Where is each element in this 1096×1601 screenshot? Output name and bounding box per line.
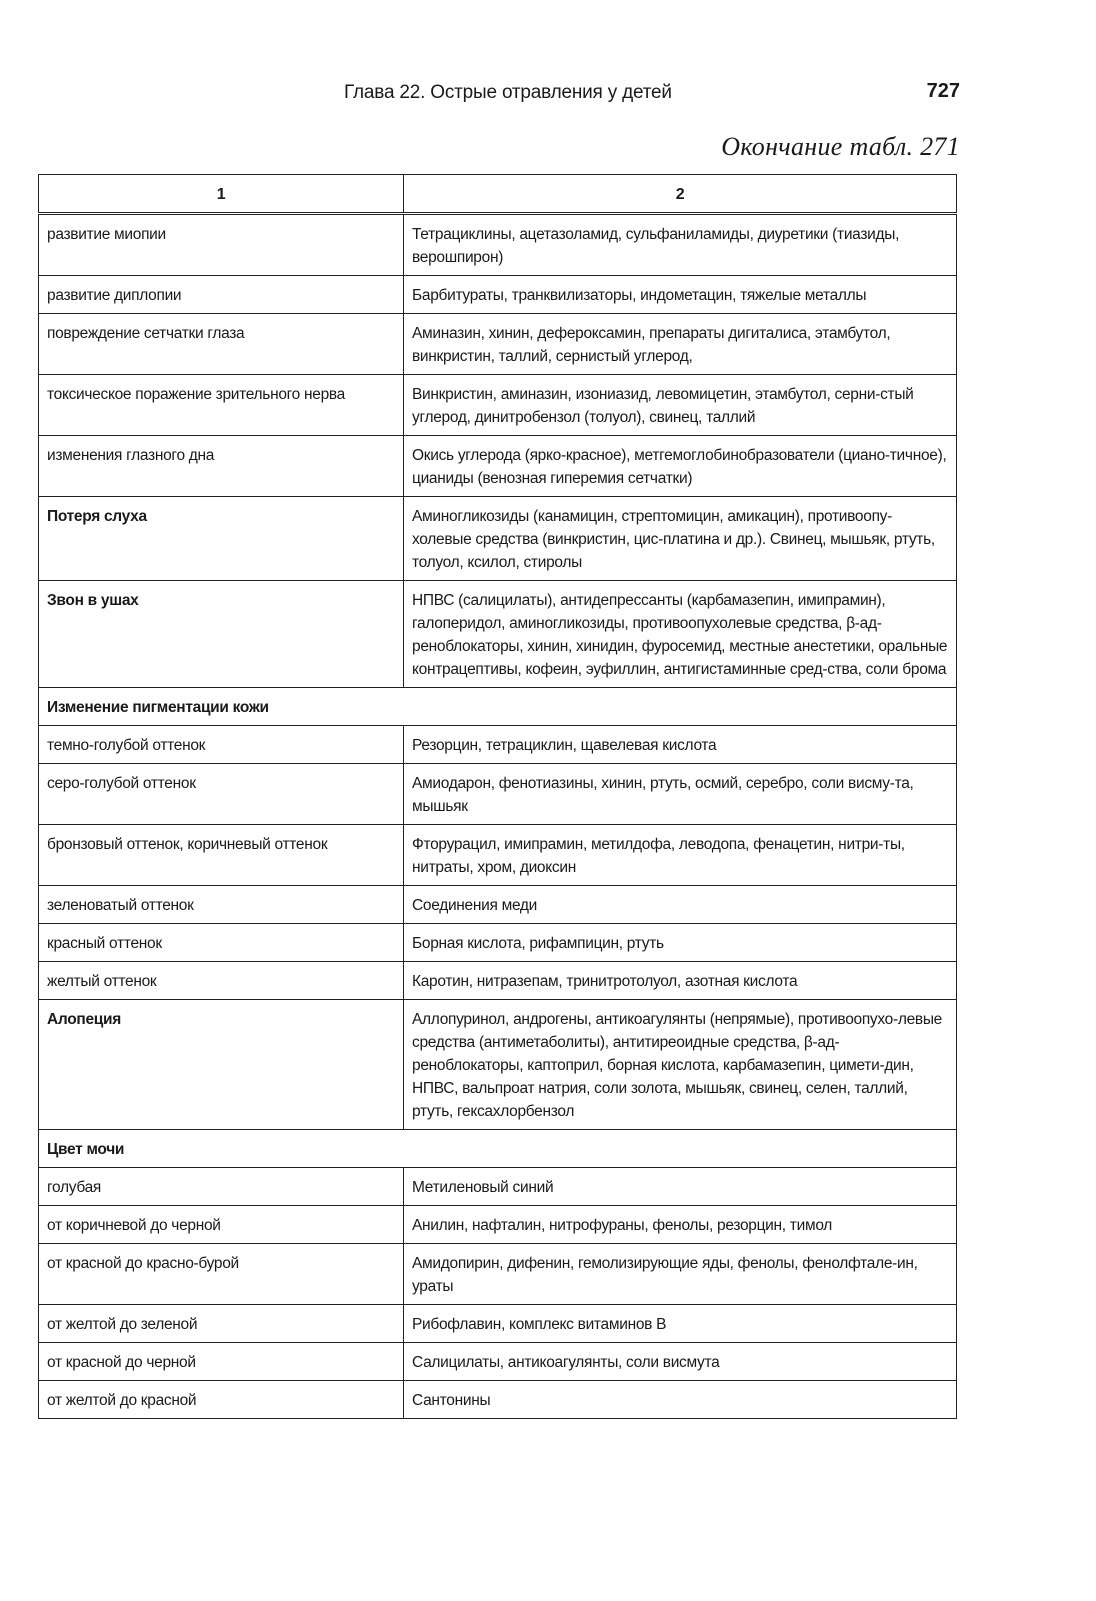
symptom-cell: от желтой до красной bbox=[39, 1381, 404, 1419]
table-row bbox=[39, 688, 957, 726]
symptom-cell: голубая bbox=[39, 1168, 404, 1206]
substances-cell: Метиленовый синий bbox=[404, 1168, 957, 1206]
symptom-cell: Потеря слуха bbox=[39, 497, 404, 581]
substances-cell: Сантонины bbox=[404, 1381, 957, 1419]
substances-cell: Окись углерода (ярко-красное), метгемоглобинобразователи (циано-тичное), цианиды (венозная гиперемия сетчатки) bbox=[404, 436, 957, 497]
table-row bbox=[39, 276, 957, 314]
table-row bbox=[39, 214, 957, 276]
symptom-cell: Алопеция bbox=[39, 1000, 404, 1130]
poisoning-signs-table bbox=[38, 174, 957, 1419]
table-row bbox=[39, 1206, 957, 1244]
table-row bbox=[39, 764, 957, 825]
table-row bbox=[39, 314, 957, 375]
symptom-cell: токсическое поражение зрительного нерва bbox=[39, 375, 404, 436]
symptom-cell: развитие миопии bbox=[39, 214, 404, 276]
substances-cell: Аминогликозиды (канамицин, стрептомицин, амикацин), противоопу-холевые средства (винкристин, цис-платина и др.). Свинец, мышьяк, ртуть, толуол, ксилол, стиролы bbox=[404, 497, 957, 581]
table-row bbox=[39, 1343, 957, 1381]
symptom-cell: темно-голубой оттенок bbox=[39, 726, 404, 764]
substances-cell: Борная кислота, рифампицин, ртуть bbox=[404, 924, 957, 962]
symptom-cell: красный оттенок bbox=[39, 924, 404, 962]
substances-cell: Каротин, нитразепам, тринитротолуол, азотная кислота bbox=[404, 962, 957, 1000]
table-row bbox=[39, 497, 957, 581]
substances-cell: Тетрациклины, ацетазоламид, сульфаниламиды, диуретики (тиазиды, верошпирон) bbox=[404, 214, 957, 276]
table-row bbox=[39, 1000, 957, 1130]
substances-cell: Фторурацил, имипрамин, метилдофа, леводопа, фенацетин, нитри-ты, нитраты, хром, диоксин bbox=[404, 825, 957, 886]
symptom-cell: повреждение сетчатки глаза bbox=[39, 314, 404, 375]
substances-cell: Резорцин, тетрациклин, щавелевая кислота bbox=[404, 726, 957, 764]
symptom-cell: развитие диплопии bbox=[39, 276, 404, 314]
table-row bbox=[39, 1305, 957, 1343]
column-header-2: 2 bbox=[404, 175, 957, 214]
table-row bbox=[39, 581, 957, 688]
substances-cell: НПВС (салицилаты), антидепрессанты (карбамазепин, имипрамин), галоперидол, аминогликозиды, противоопухолевые средства, β-ад-реноблокаторы, хинин, хинидин, фуросемид, местные анестетики, оральные контрацептивы, кофеин, эуфиллин, антигистаминные сред-ства, соли брома bbox=[404, 581, 957, 688]
table-row bbox=[39, 962, 957, 1000]
symptom-cell: зеленоватый оттенок bbox=[39, 886, 404, 924]
substances-cell: Анилин, нафталин, нитрофураны, фенолы, резорцин, тимол bbox=[404, 1206, 957, 1244]
symptom-cell: от коричневой до черной bbox=[39, 1206, 404, 1244]
substances-cell: Салицилаты, антикоагулянты, соли висмута bbox=[404, 1343, 957, 1381]
table-row bbox=[39, 726, 957, 764]
table-header-row bbox=[39, 175, 957, 214]
table-row bbox=[39, 886, 957, 924]
table-caption: Окончание табл. 271 bbox=[721, 132, 960, 161]
substances-cell: Рибофлавин, комплекс витаминов B bbox=[404, 1305, 957, 1343]
substances-cell: Барбитураты, транквилизаторы, индометацин, тяжелые металлы bbox=[404, 276, 957, 314]
table-row bbox=[39, 1244, 957, 1305]
table-row bbox=[39, 1130, 957, 1168]
substances-cell: Амиодарон, фенотиазины, хинин, ртуть, осмий, серебро, соли висму-та, мышьяк bbox=[404, 764, 957, 825]
symptom-cell: от красной до черной bbox=[39, 1343, 404, 1381]
substances-cell: Аллопуринол, андрогены, антикоагулянты (непрямые), противоопухо-левые средства (антиметаболиты), антитиреоидные средства, β-ад-реноблокаторы, каптоприл, борная кислота, карбамазепин, цимети-дин, НПВС, вальпроат натрия, соли золота, мышьяк, свинец, селен, таллий, ртуть, гексахлорбензол bbox=[404, 1000, 957, 1130]
symptom-cell: серо-голубой оттенок bbox=[39, 764, 404, 825]
table-row bbox=[39, 924, 957, 962]
table-row bbox=[39, 1168, 957, 1206]
column-header-1: 1 bbox=[39, 175, 404, 214]
table-row bbox=[39, 436, 957, 497]
section-header-cell: Цвет мочи bbox=[39, 1130, 957, 1168]
symptom-cell: желтый оттенок bbox=[39, 962, 404, 1000]
table-row bbox=[39, 1381, 957, 1419]
table-body bbox=[39, 214, 957, 1419]
table-row bbox=[39, 825, 957, 886]
page-number: 727 bbox=[926, 80, 960, 102]
running-head: Глава 22. Острые отравления у детей bbox=[344, 82, 672, 103]
symptom-cell: от желтой до зеленой bbox=[39, 1305, 404, 1343]
table-row bbox=[39, 375, 957, 436]
symptom-cell: от красной до красно-бурой bbox=[39, 1244, 404, 1305]
substances-cell: Амидопирин, дифенин, гемолизирующие яды, фенолы, фенолфтале-ин, ураты bbox=[404, 1244, 957, 1305]
symptom-cell: изменения глазного дна bbox=[39, 436, 404, 497]
section-header-cell: Изменение пигментации кожи bbox=[39, 688, 957, 726]
symptom-cell: Звон в ушах bbox=[39, 581, 404, 688]
substances-cell: Соединения меди bbox=[404, 886, 957, 924]
symptom-cell: бронзовый оттенок, коричневый оттенок bbox=[39, 825, 404, 886]
substances-cell: Винкристин, аминазин, изониазид, левомицетин, этамбутол, серни-стый углерод, динитробензол (толуол), свинец, таллий bbox=[404, 375, 957, 436]
substances-cell: Аминазин, хинин, дефероксамин, препараты дигиталиса, этамбутол, винкристин, таллий, сернистый углерод, bbox=[404, 314, 957, 375]
